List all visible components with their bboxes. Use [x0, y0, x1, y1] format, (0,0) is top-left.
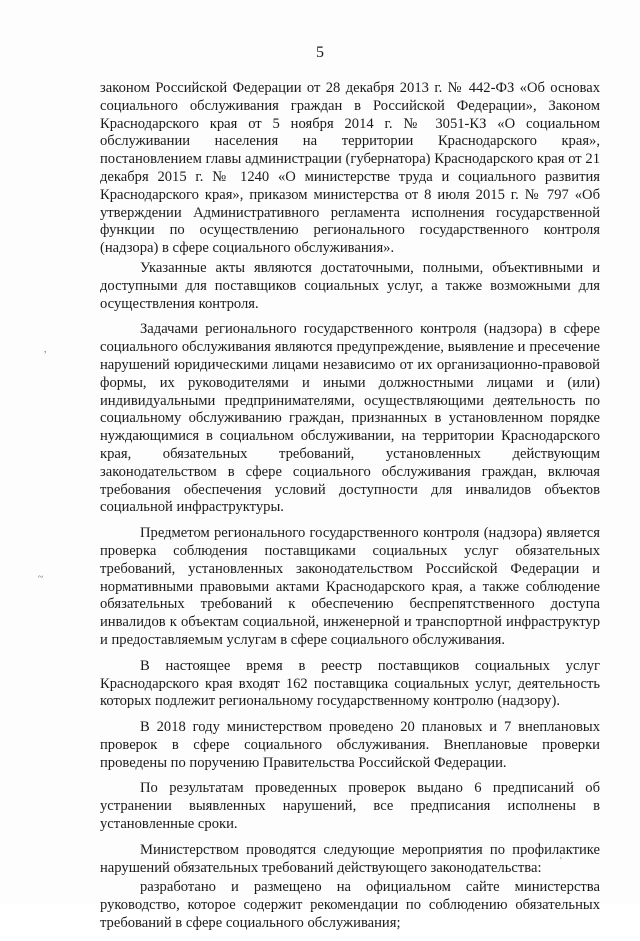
- page-number: 5: [316, 44, 324, 61]
- scan-mark: ': [560, 856, 562, 867]
- paragraph-inspections-2018: В 2018 году министерством проведено 20 плановых и 7 внеплановых проверок в сфере социального обслуживания. Внеплановые проверки проведены по поручению Правительства Российской Федерации.: [100, 719, 600, 771]
- scan-mark: ~: [38, 572, 44, 583]
- paragraph-acts-sufficiency: Указанные акты являются достаточными, полными, объективными и доступными для поставщиков социальных услуг, а также возможными для осуществления контроля.: [100, 259, 600, 312]
- paragraph-inspection-results: По результатам проведенных проверок выдано 6 предписаний об устранении выявленных нарушений, все предписания исполнены в установленные сроки.: [100, 780, 600, 833]
- scan-mark: ,: [44, 344, 47, 355]
- paragraph-legal-basis: законом Российской Федерации от 28 декабря 2013 г. № 442-ФЗ «Об основах социального обслуживания граждан в Российской Федерации», Законом Краснодарского края от 5 ноября 2014 г. № 3051-КЗ «О социальном обслуживании населения на территории Краснодарского края», постановлением главы администрации (губернатора) Краснодарского края от 21 декабря 2015 г. № 1240 «О министерстве труда и социального развития Краснодарского края», приказом министерства от 8 июля 2015 г. № 797 «Об утверждении Административного регламента исполнения государственной функции по осуществлению регионального государственного контроля (надзора) в сфере социального обслуживания».: [100, 80, 600, 257]
- paragraph-prevention-measures: Министерством проводятся следующие мероприятия по профилактике нарушений обязательных требований действующего законодательства:: [100, 841, 600, 876]
- document-body: [100, 80, 600, 941]
- paragraph-control-tasks: Задачами регионального государственного контроля (надзора) в сфере социального обслуживания являются предупреждение, выявление и пресечение нарушений юридическими лицами независимо от их организационно-правовой формы, их руководителями и иными должностными лицами и (или) индивидуальными предпринимателями, осуществляющими деятельность по социальному обслуживанию граждан, признанных в установленном порядке нуждающимися в социальном обслуживании, на территории Краснодарского края, обязательных требований, установленных действующим законодательством в сфере социального обслуживания граждан, включая требования обеспечения условий доступности для инвалидов объектов социальной инфраструктуры.: [100, 321, 600, 516]
- paragraph-guidance-published: разработано и размещено на официальном сайте министерства руководство, которое содержит рекомендации по соблюдению обязательных требований в сфере социального обслуживания;: [100, 879, 600, 932]
- paragraph-control-subject: Предметом регионального государственного контроля (надзора) является проверка соблюдения поставщиками социальных услуг обязательных требований, установленных законодательством Российской Федерации и нормативными правовыми актами Краснодарского края, а также соблюдение обязательных требований к обеспечению беспрепятственного доступа инвалидов к объектам социальной, инженерной и транспортной инфраструктур и предоставляемым услугам в сфере социального обслуживания.: [100, 525, 600, 648]
- paragraph-provider-registry: В настоящее время в реестр поставщиков социальных услуг Краснодарского края входят 162 поставщика социальных услуг, деятельность которых подлежит региональному государственному контролю (надзору).: [100, 657, 600, 710]
